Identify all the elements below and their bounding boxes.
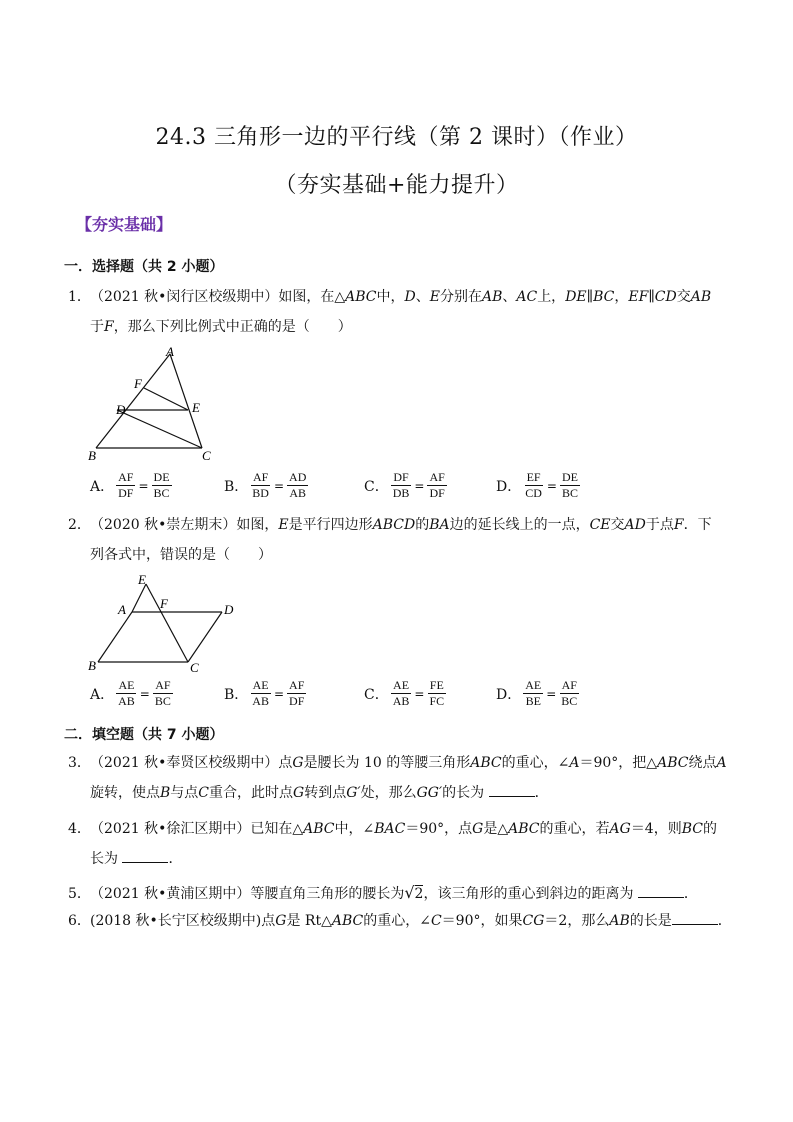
label-C: C	[190, 660, 199, 675]
question-text: 、	[415, 289, 430, 305]
math-var: AD	[624, 517, 646, 533]
question-text: 的重心，若	[539, 821, 610, 837]
math-var: G	[275, 913, 287, 929]
question-text: （2021 秋•奉贤区校级期中）点	[90, 755, 293, 771]
question-text: （2021 秋•黄浦区期中）等腰直角三角形的腰长为	[90, 886, 405, 902]
label-B: B	[88, 448, 96, 463]
question-text: ，	[614, 289, 629, 305]
option-b[interactable]: B． $\frac{AE}{AB}$ = $\frac{AF}{DF}$	[224, 678, 305, 708]
math-var: ABC	[470, 755, 502, 771]
label-E: E	[192, 400, 200, 415]
question-text: ＝90°，如果	[441, 913, 523, 929]
question-4	[68, 814, 738, 874]
question-text: ∥	[648, 289, 655, 305]
math-var: ABC	[657, 755, 689, 771]
math-var: AB	[690, 289, 712, 305]
label-F: F	[160, 596, 168, 611]
sqrt-symbol: √	[404, 883, 415, 902]
math-var: ABC	[331, 913, 364, 929]
math-var: ABCD	[372, 517, 416, 533]
question-text: 绕点	[688, 755, 717, 771]
option-d[interactable]: D． $\frac{AE}{BE}$ = $\frac{AF}{BC}$	[496, 678, 578, 708]
math-var: DE	[565, 289, 587, 305]
answer-blank[interactable]	[672, 910, 718, 925]
math-var: BA	[429, 517, 450, 533]
question-text: ∥	[586, 289, 594, 305]
option-a[interactable]: A． $\frac{AF}{DF}$ = $\frac{DE}{BC}$	[90, 470, 170, 500]
math-var: ABC	[508, 821, 540, 837]
sqrt-radicand: 2	[414, 886, 424, 902]
option-letter: B．	[224, 686, 249, 703]
option-letter: C．	[364, 686, 389, 703]
question-text: 是△	[483, 821, 509, 837]
math-var: BC	[681, 821, 703, 837]
option-letter: D．	[496, 478, 522, 495]
question-text: ，该三角形的重心到斜边的距离为	[423, 886, 634, 902]
question-text: 处，那么	[360, 785, 417, 801]
math-var: AC	[516, 289, 538, 305]
answer-blank[interactable]	[489, 782, 535, 797]
math-var: CG	[522, 913, 545, 929]
question-text: 是 Rt△	[286, 913, 332, 929]
math-var: ABC	[303, 821, 335, 837]
math-var: C	[430, 913, 442, 929]
question-6	[68, 906, 738, 936]
answer-blank[interactable]	[122, 848, 168, 863]
math-var: G	[293, 785, 305, 801]
question-text: 边的延长线上的一点，	[449, 517, 590, 533]
page-title: 24.3 三角形一边的平行线（第 2 课时）（作业）	[155, 125, 638, 150]
math-var: EF	[628, 289, 649, 305]
question-text: ＝4，则	[630, 821, 682, 837]
question-1-options	[90, 470, 710, 506]
question-text: ＝90°，把△	[579, 755, 658, 771]
math-var: B	[160, 785, 171, 801]
label-A: A	[166, 344, 174, 359]
question-number: 6．	[68, 913, 91, 929]
option-letter: A．	[90, 686, 115, 703]
question-text: 交	[676, 289, 691, 305]
question-text: 是腰长为 10 的等腰三角形	[303, 755, 471, 771]
label-D: D	[224, 602, 234, 617]
question-text: ．	[534, 785, 549, 801]
question-text: 重合，此时点	[209, 785, 294, 801]
question-text: （2021 秋•闵行区校级期中）如图，在△	[90, 289, 346, 305]
question-2	[68, 510, 738, 570]
label-B: B	[88, 658, 96, 673]
math-var: CD	[654, 289, 677, 305]
question-text: （2020 秋•崇左期末）如图，	[90, 517, 279, 533]
question-text: 的长为	[442, 785, 485, 801]
question-text: 是平行四边形	[288, 517, 373, 533]
question-text: 的	[703, 821, 717, 837]
math-var: BC	[593, 289, 615, 305]
math-var: D	[404, 289, 416, 305]
option-letter: D．	[496, 686, 522, 703]
question-text: ．下	[683, 517, 712, 533]
option-c[interactable]: C． $\frac{AE}{AB}$ = $\frac{FE}{FC}$	[364, 678, 445, 708]
math-var: AB	[481, 289, 503, 305]
question-text: （2021 秋•徐汇区期中）已知在△	[90, 821, 304, 837]
question-text: ．	[717, 913, 732, 929]
question-text: 于	[90, 319, 104, 335]
question-text: 长为	[90, 851, 118, 867]
parallelogram-figure-2	[82, 568, 252, 678]
math-var: A	[716, 755, 727, 771]
option-d[interactable]: D． $\frac{EF}{CD}$ = $\frac{DE}{BC}$	[496, 470, 578, 500]
triangle-figure-1	[82, 344, 222, 464]
question-text: 的	[415, 517, 430, 533]
math-var: ABC	[345, 289, 377, 305]
math-var: C	[198, 785, 210, 801]
math-var: GG′	[416, 785, 443, 801]
math-var: F	[104, 319, 114, 335]
choice-section-title: 一．选择题（共 2 小题）	[64, 259, 224, 275]
question-text: 上，	[537, 289, 566, 305]
question-number: 2．	[68, 517, 91, 533]
question-number: 5．	[68, 886, 91, 902]
section-tag: 【夯实基础】	[76, 215, 173, 234]
label-E: E	[138, 572, 146, 587]
question-text: 中，∠	[334, 821, 375, 837]
fill-section-title: 二．填空题（共 7 小题）	[64, 727, 224, 743]
question-text: 转到点	[304, 785, 347, 801]
option-a[interactable]: A． $\frac{AE}{AB}$ = $\frac{AF}{BC}$	[90, 678, 171, 708]
question-text: 旋转，使点	[90, 785, 160, 801]
question-text: 与点	[170, 785, 199, 801]
question-number: 4．	[68, 821, 91, 837]
question-text: 、	[502, 289, 517, 305]
question-text: ．	[168, 851, 183, 867]
question-2-options	[90, 678, 710, 714]
question-text: 的重心，∠	[501, 755, 570, 771]
question-text: ，那么下列比例式中正确的是（ ）	[113, 319, 352, 335]
math-var: CE	[589, 517, 611, 533]
question-text: 中，	[376, 289, 405, 305]
question-text: ＝2，那么	[544, 913, 610, 929]
math-var: E	[278, 517, 289, 533]
math-var: E	[429, 289, 440, 305]
question-number: 3．	[68, 755, 91, 771]
question-text: 列各式中，错误的是（ ）	[90, 547, 272, 563]
math-var: AB	[609, 913, 630, 929]
answer-blank[interactable]	[638, 883, 684, 898]
question-1	[68, 282, 738, 342]
label-F: F	[134, 376, 142, 391]
question-3	[68, 748, 738, 808]
math-var: BAC	[374, 821, 406, 837]
question-text: 的重心，∠	[363, 913, 431, 929]
label-D: D	[116, 402, 126, 417]
question-text: 于点	[645, 517, 674, 533]
question-5	[68, 878, 738, 909]
math-var: G′	[346, 785, 361, 801]
option-c[interactable]: C． $\frac{DF}{DB}$ = $\frac{AF}{DF}$	[364, 470, 445, 500]
question-text: (2018 秋•长宁区校级期中)点	[90, 913, 276, 929]
option-letter: B．	[224, 478, 249, 495]
math-var: G	[292, 755, 304, 771]
math-var: F	[673, 517, 684, 533]
math-var: A	[569, 755, 580, 771]
question-text: 的长是	[629, 913, 672, 929]
page-subtitle: （夯实基础+能力提升）	[274, 173, 519, 198]
question-text: 交	[610, 517, 625, 533]
question-number: 1．	[68, 289, 91, 305]
label-A: A	[118, 602, 126, 617]
question-text: ．	[683, 886, 698, 902]
question-text: 分别在	[439, 289, 482, 305]
option-letter: A．	[90, 478, 115, 495]
question-text: ＝90°，点	[405, 821, 473, 837]
math-var: AG	[609, 821, 631, 837]
option-b[interactable]: B． $\frac{AF}{BD}$ = $\frac{AD}{AB}$	[224, 470, 307, 500]
math-var: G	[472, 821, 484, 837]
label-C: C	[202, 448, 211, 463]
option-letter: C．	[364, 478, 389, 495]
